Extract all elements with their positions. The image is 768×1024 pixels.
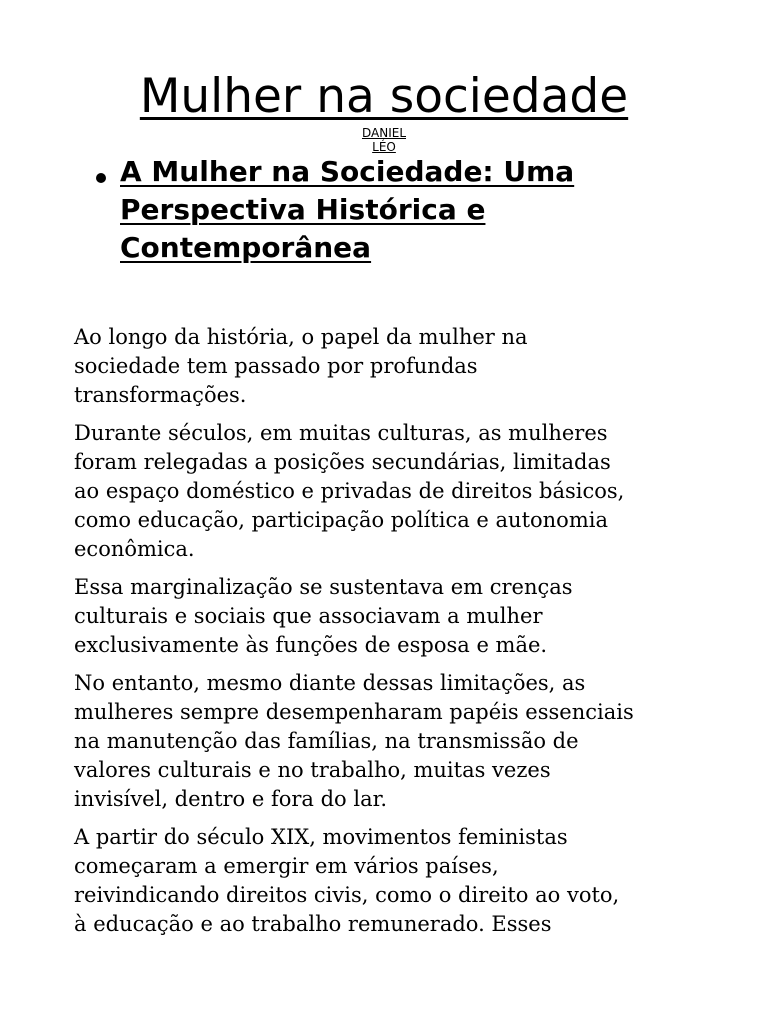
document-body xyxy=(74,323,704,948)
section-heading: A Mulher na Sociedade: Uma Perspectiva Histórica e Contemporânea xyxy=(120,155,575,264)
author-last-name: LÉO xyxy=(372,140,396,154)
author-name xyxy=(334,126,434,154)
section-heading-list xyxy=(92,153,672,267)
author-first-name: DANIEL xyxy=(361,126,407,140)
bullet-icon xyxy=(96,173,106,183)
paragraph: Durante séculos, em muitas culturas, as mulheres foram relegadas a posições secundárias, limitadas ao espaço doméstico e privadas de direitos básicos, como educação, participação política e autonomia econômica. xyxy=(74,421,625,561)
paragraph: No entanto, mesmo diante dessas limitações, as mulheres sempre desempenharam papéis essenciais na manutenção das famílias, na transmissão de valores culturais e no trabalho, muitas vezes invisível, dentro e fora do lar. xyxy=(74,671,634,811)
paragraph: Ao longo da história, o papel da mulher na sociedade tem passado por profundas transformações. xyxy=(74,325,528,407)
section-heading-item xyxy=(92,153,672,267)
paragraph: A partir do século XIX, movimentos feministas começaram a emergir em vários países, reivindicando direitos civis, como o direito ao voto, à educação e ao trabalho remunerado. Esses xyxy=(74,825,620,936)
paragraph: Essa marginalização se sustentava em crenças culturais e sociais que associavam a mulher exclusivamente às funções de esposa e mãe. xyxy=(74,575,573,657)
document-title: Mulher na sociedade xyxy=(139,69,629,124)
